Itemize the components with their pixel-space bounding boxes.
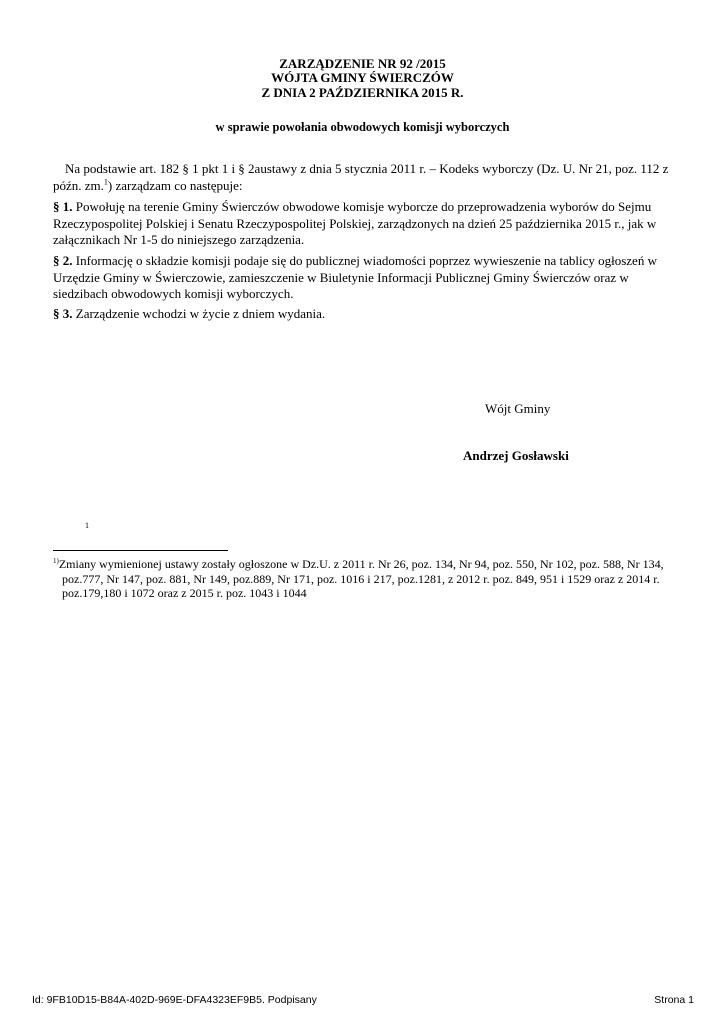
preamble-paragraph: [53, 161, 678, 194]
section-1-label: § 1.: [53, 199, 73, 214]
preamble-text: Na podstawie art. 182 § 1 pkt 1 i § 2austawy z dnia 5 stycznia 2011 r. – Kodeks wyborczy (Dz. U. Nr 21, poz. 112 z późn. zm.: [53, 161, 669, 193]
document-title-line-2: WÓJTA GMINY ŚWIERCZÓW: [271, 70, 454, 85]
footnote-text: Zmiany wymienionej ustawy zostały ogłoszone w Dz.U. z 2011 r. Nr 26, poz. 134, Nr 94, poz. 550, Nr 102, poz. 588, Nr 134, poz.777, Nr 147, poz. 881, Nr 149, poz.889, Nr 171, poz. 1016 i 217, poz.1281, z 2012 r. poz. 849, 951 i 1529 oraz z 2014 r. poz.179,180 i 1072 oraz z 2015 r. poz. 1043 i 1044: [58, 557, 664, 600]
signature-name: Andrzej Gosławski: [463, 448, 569, 463]
section-2-paragraph: [53, 253, 678, 303]
section-3-paragraph: [53, 306, 678, 323]
section-1-text: Powołuję na terenie Gminy Świerczów obwodowe komisje wyborcze do przeprowadzenia wyborów do Sejmu Rzeczypospolitej Polskiej i Senatu Rzeczypospolitej Polskiej, zarządzonych na dzień 25 października 2015 r., jak w załącznikach Nr 1-5 do niniejszego zarządzenia.: [53, 199, 657, 247]
section-1-paragraph: [53, 199, 678, 249]
footnote-marker: 1: [85, 521, 89, 530]
section-3-text: Zarządzenie wchodzi w życie z dniem wydania.: [75, 306, 326, 321]
page-number: Strona 1: [654, 994, 694, 1006]
section-2-label: § 2.: [53, 253, 73, 268]
section-2-text: Informację o składzie komisji podaje się do publicznej wiadomości poprzez wywieszenie na tablicy ogłoszeń w Urzędzie Gminy w Świerczowie, zamieszczenie w Biuletynie Informacji Publicznej Gminy Świerczów oraz w siedzibach obwodowych komisji wyborczych.: [53, 253, 657, 301]
footnote-separator: [53, 550, 228, 551]
footnote-reference: 1: [103, 177, 108, 187]
document-title-line-3: Z DNIA 2 PAŹDZIERNIKA 2015 R.: [261, 85, 464, 100]
document-title-line-1: ZARZĄDZENIE NR 92 /2015: [279, 56, 446, 71]
signature-title: Wójt Gminy: [485, 401, 551, 416]
footnote-text-block: [53, 557, 687, 601]
document-subject: w sprawie powołania obwodowych komisji wyborczych: [215, 120, 510, 134]
section-3-label: § 3.: [53, 306, 73, 321]
footnote-ref-marker: 1): [53, 557, 59, 565]
preamble-text-end: ) zarządzam co następuje:: [107, 177, 243, 193]
document-id-footer: Id: 9FB10D15-B84A-402D-969E-DFA4323EF9B5. Podpisany: [32, 994, 317, 1006]
